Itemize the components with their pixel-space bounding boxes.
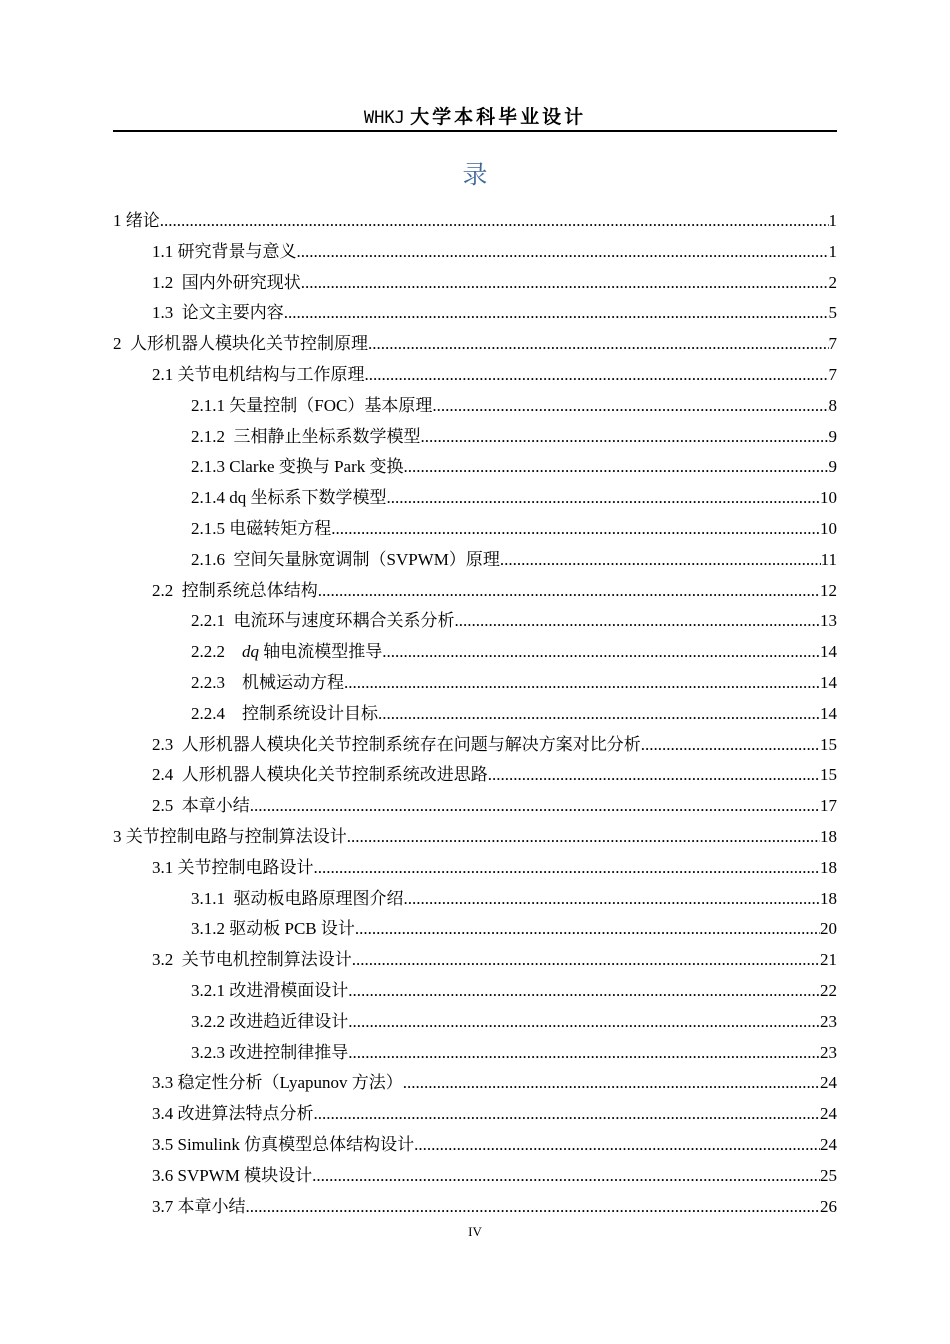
toc-entry-label: 2.3 人形机器人模块化关节控制系统存在问题与解决方案对比分析 (152, 734, 641, 754)
toc-entry-label: 2.2.4 控制系统设计目标 (191, 703, 378, 723)
toc-entry-page: 24 (820, 1104, 837, 1124)
toc-entry[interactable] (113, 237, 837, 268)
toc-entry-page: 17 (820, 796, 837, 816)
toc-entry-label: 3.1.2 驱动板 PCB 设计 (191, 919, 355, 939)
toc-entry-page: 22 (820, 980, 837, 1000)
header-divider (113, 130, 837, 132)
toc-entry-label: 2.2.1 电流环与速度环耦合关系分析 (191, 611, 455, 631)
toc-entry-page: 23 (820, 1011, 837, 1031)
toc-entry-label: 3.3 稳定性分析（Lyapunov 方法） (152, 1073, 403, 1093)
toc-dot-leader (344, 668, 820, 699)
toc-entry-label: 2.1.4 dq 坐标系下数学模型 (191, 488, 387, 508)
toc-entry[interactable] (113, 822, 837, 853)
toc-dot-leader (432, 391, 828, 422)
toc-entry[interactable] (113, 606, 837, 637)
toc-entry[interactable] (113, 1161, 837, 1192)
toc-dot-leader (382, 637, 820, 668)
toc-dot-leader (368, 329, 829, 360)
toc-entry-label: 2.1.1 矢量控制（FOC）基本原理 (191, 395, 433, 415)
toc-entry-label: 2.2.3 机械运动方程 (191, 672, 344, 692)
toc-entry-label: 2 人形机器人模块化关节控制原理 (113, 334, 368, 354)
toc-dot-leader (414, 1130, 820, 1161)
toc-entry[interactable] (113, 699, 837, 730)
toc-entry[interactable] (113, 1099, 837, 1130)
toc-entry[interactable] (113, 360, 837, 391)
toc-entry-label: 2.1 关节电机结构与工作原理 (152, 364, 365, 384)
toc-entry-page: 14 (820, 672, 837, 692)
toc-entry-page: 7 (828, 334, 837, 354)
toc-entry[interactable] (113, 976, 837, 1007)
toc-entry-page: 18 (820, 888, 837, 908)
toc-entry-label: 2.2 控制系统总体结构 (152, 580, 318, 600)
italic-symbol: dq (242, 642, 259, 662)
toc-entry[interactable] (113, 1068, 837, 1099)
toc-entry[interactable] (113, 391, 837, 422)
toc-entry-page: 13 (820, 611, 837, 631)
toc-entry-page: 2 (828, 272, 837, 292)
toc-dot-leader (347, 822, 820, 853)
toc-entry[interactable] (113, 791, 837, 822)
toc-entry-label: 3.1.1 驱动板电路原理图介绍 (191, 888, 404, 908)
running-header (113, 104, 837, 132)
toc-entry-page: 14 (820, 642, 837, 662)
toc-dot-leader (421, 422, 829, 453)
toc-entry-page: 20 (820, 919, 837, 939)
toc-entry[interactable] (113, 422, 837, 453)
toc-entry-page: 8 (828, 395, 837, 415)
toc-entry-label: 3 关节控制电路与控制算法设计 (113, 826, 347, 846)
toc-entry-page: 15 (820, 734, 837, 754)
toc-entry[interactable] (113, 945, 837, 976)
toc-dot-leader (500, 545, 821, 576)
toc-entry-page: 12 (820, 580, 837, 600)
toc-dot-leader (284, 298, 829, 329)
toc-entry[interactable] (113, 884, 837, 915)
toc-dot-leader (297, 237, 829, 268)
header-document-type: 大学本科毕业设计 (410, 106, 587, 128)
toc-entry-page: 9 (828, 426, 837, 446)
toc-dot-leader (365, 360, 829, 391)
toc-entry-page: 23 (820, 1042, 837, 1062)
toc-entry-label: 3.2 关节电机控制算法设计 (152, 950, 352, 970)
toc-entry-page: 14 (820, 703, 837, 723)
toc-entry-page: 18 (820, 826, 837, 846)
toc-entry[interactable] (113, 914, 837, 945)
toc-entry-label: 2.1.3 Clarke 变换与 Park 变换 (191, 457, 404, 477)
toc-dot-leader (455, 606, 821, 637)
toc-dot-leader (641, 730, 820, 761)
toc-entry[interactable] (113, 1192, 837, 1223)
toc-entry-label: 3.7 本章小结 (152, 1196, 246, 1216)
toc-entry-page: 1 (828, 241, 837, 261)
toc-dot-leader (160, 206, 829, 237)
toc-dot-leader (403, 1068, 820, 1099)
toc-entry[interactable] (113, 483, 837, 514)
toc-entry[interactable] (113, 637, 837, 668)
toc-entry[interactable] (113, 1038, 837, 1069)
toc-dot-leader (250, 791, 820, 822)
toc-entry[interactable] (113, 206, 837, 237)
toc-dot-leader (355, 914, 820, 945)
toc-entry-page: 11 (820, 549, 837, 569)
toc-entry-label: 1 绪论 (113, 211, 160, 230)
toc-heading: 录 (462, 160, 488, 189)
header-institution-code: WHKJ (363, 108, 405, 128)
toc-dot-leader (314, 853, 821, 884)
toc-entry[interactable] (113, 514, 837, 545)
toc-entry[interactable] (113, 760, 837, 791)
toc-entry[interactable] (113, 452, 837, 483)
toc-entry-label: 2.1.5 电磁转矩方程 (191, 518, 332, 538)
toc-entry-page: 5 (828, 303, 837, 323)
toc-entry-label: 3.6 SVPWM 模块设计 (152, 1165, 313, 1185)
toc-entry-page: 7 (828, 364, 837, 384)
page-number: IV (468, 1224, 482, 1239)
toc-dot-leader (403, 452, 828, 483)
toc-entry-page: 10 (820, 488, 837, 508)
toc-dot-leader (348, 976, 820, 1007)
toc-entry-label: 3.4 改进算法特点分析 (152, 1104, 314, 1124)
table-of-contents (113, 206, 837, 1222)
toc-dot-leader (246, 1192, 821, 1223)
toc-entry-label: 2.1.2 三相静止坐标系数学模型 (191, 426, 421, 446)
toc-dot-leader (318, 576, 820, 607)
toc-entry-label: 3.2.2 改进趋近律设计 (191, 1011, 349, 1031)
toc-entry[interactable] (113, 730, 837, 761)
toc-entry-label: 1.3 论文主要内容 (152, 303, 284, 323)
toc-entry-label: 3.1 关节控制电路设计 (152, 857, 314, 877)
toc-dot-leader (378, 699, 820, 730)
toc-entry-label: 2.1.6 空间矢量脉宽调制（SVPWM）原理 (191, 549, 500, 569)
toc-entry-label: 2.5 本章小结 (152, 796, 250, 816)
toc-dot-leader (387, 483, 821, 514)
toc-entry-label: 3.5 Simulink 仿真模型总体结构设计 (152, 1134, 415, 1154)
toc-entry[interactable] (113, 545, 837, 576)
toc-entry[interactable] (113, 268, 837, 299)
toc-entry-label: 2.2.2 dq 轴电流模型推导 (191, 642, 383, 662)
toc-entry-page: 24 (820, 1073, 837, 1093)
toc-entry[interactable] (113, 576, 837, 607)
toc-dot-leader (348, 1038, 820, 1069)
toc-dot-leader (352, 945, 820, 976)
toc-entry-page: 1 (828, 211, 837, 230)
toc-entry-label: 3.2.3 改进控制律推导 (191, 1042, 349, 1062)
toc-entry-label: 3.2.1 改进滑模面设计 (191, 980, 349, 1000)
toc-dot-leader (404, 884, 821, 915)
toc-entry[interactable] (113, 668, 837, 699)
toc-entry-page: 21 (820, 950, 837, 970)
toc-dot-leader (488, 760, 820, 791)
toc-entry-page: 25 (820, 1165, 837, 1185)
toc-entry[interactable] (113, 329, 837, 360)
toc-entry-label: 1.2 国内外研究现状 (152, 272, 301, 292)
toc-entry[interactable] (113, 1007, 837, 1038)
toc-dot-leader (312, 1161, 820, 1192)
toc-entry-page: 26 (820, 1196, 837, 1216)
toc-dot-leader (331, 514, 820, 545)
toc-dot-leader (348, 1007, 820, 1038)
toc-entry-page: 9 (828, 457, 837, 477)
toc-entry-label: 2.4 人形机器人模块化关节控制系统改进思路 (152, 765, 488, 785)
toc-entry-page: 15 (820, 765, 837, 785)
toc-entry[interactable] (113, 1130, 837, 1161)
toc-dot-leader (301, 268, 829, 299)
toc-entry[interactable] (113, 853, 837, 884)
toc-entry[interactable] (113, 298, 837, 329)
toc-entry-page: 24 (820, 1134, 837, 1154)
toc-dot-leader (314, 1099, 821, 1130)
toc-entry-label: 1.1 研究背景与意义 (152, 241, 297, 261)
toc-entry-page: 10 (820, 518, 837, 538)
toc-entry-page: 18 (820, 857, 837, 877)
